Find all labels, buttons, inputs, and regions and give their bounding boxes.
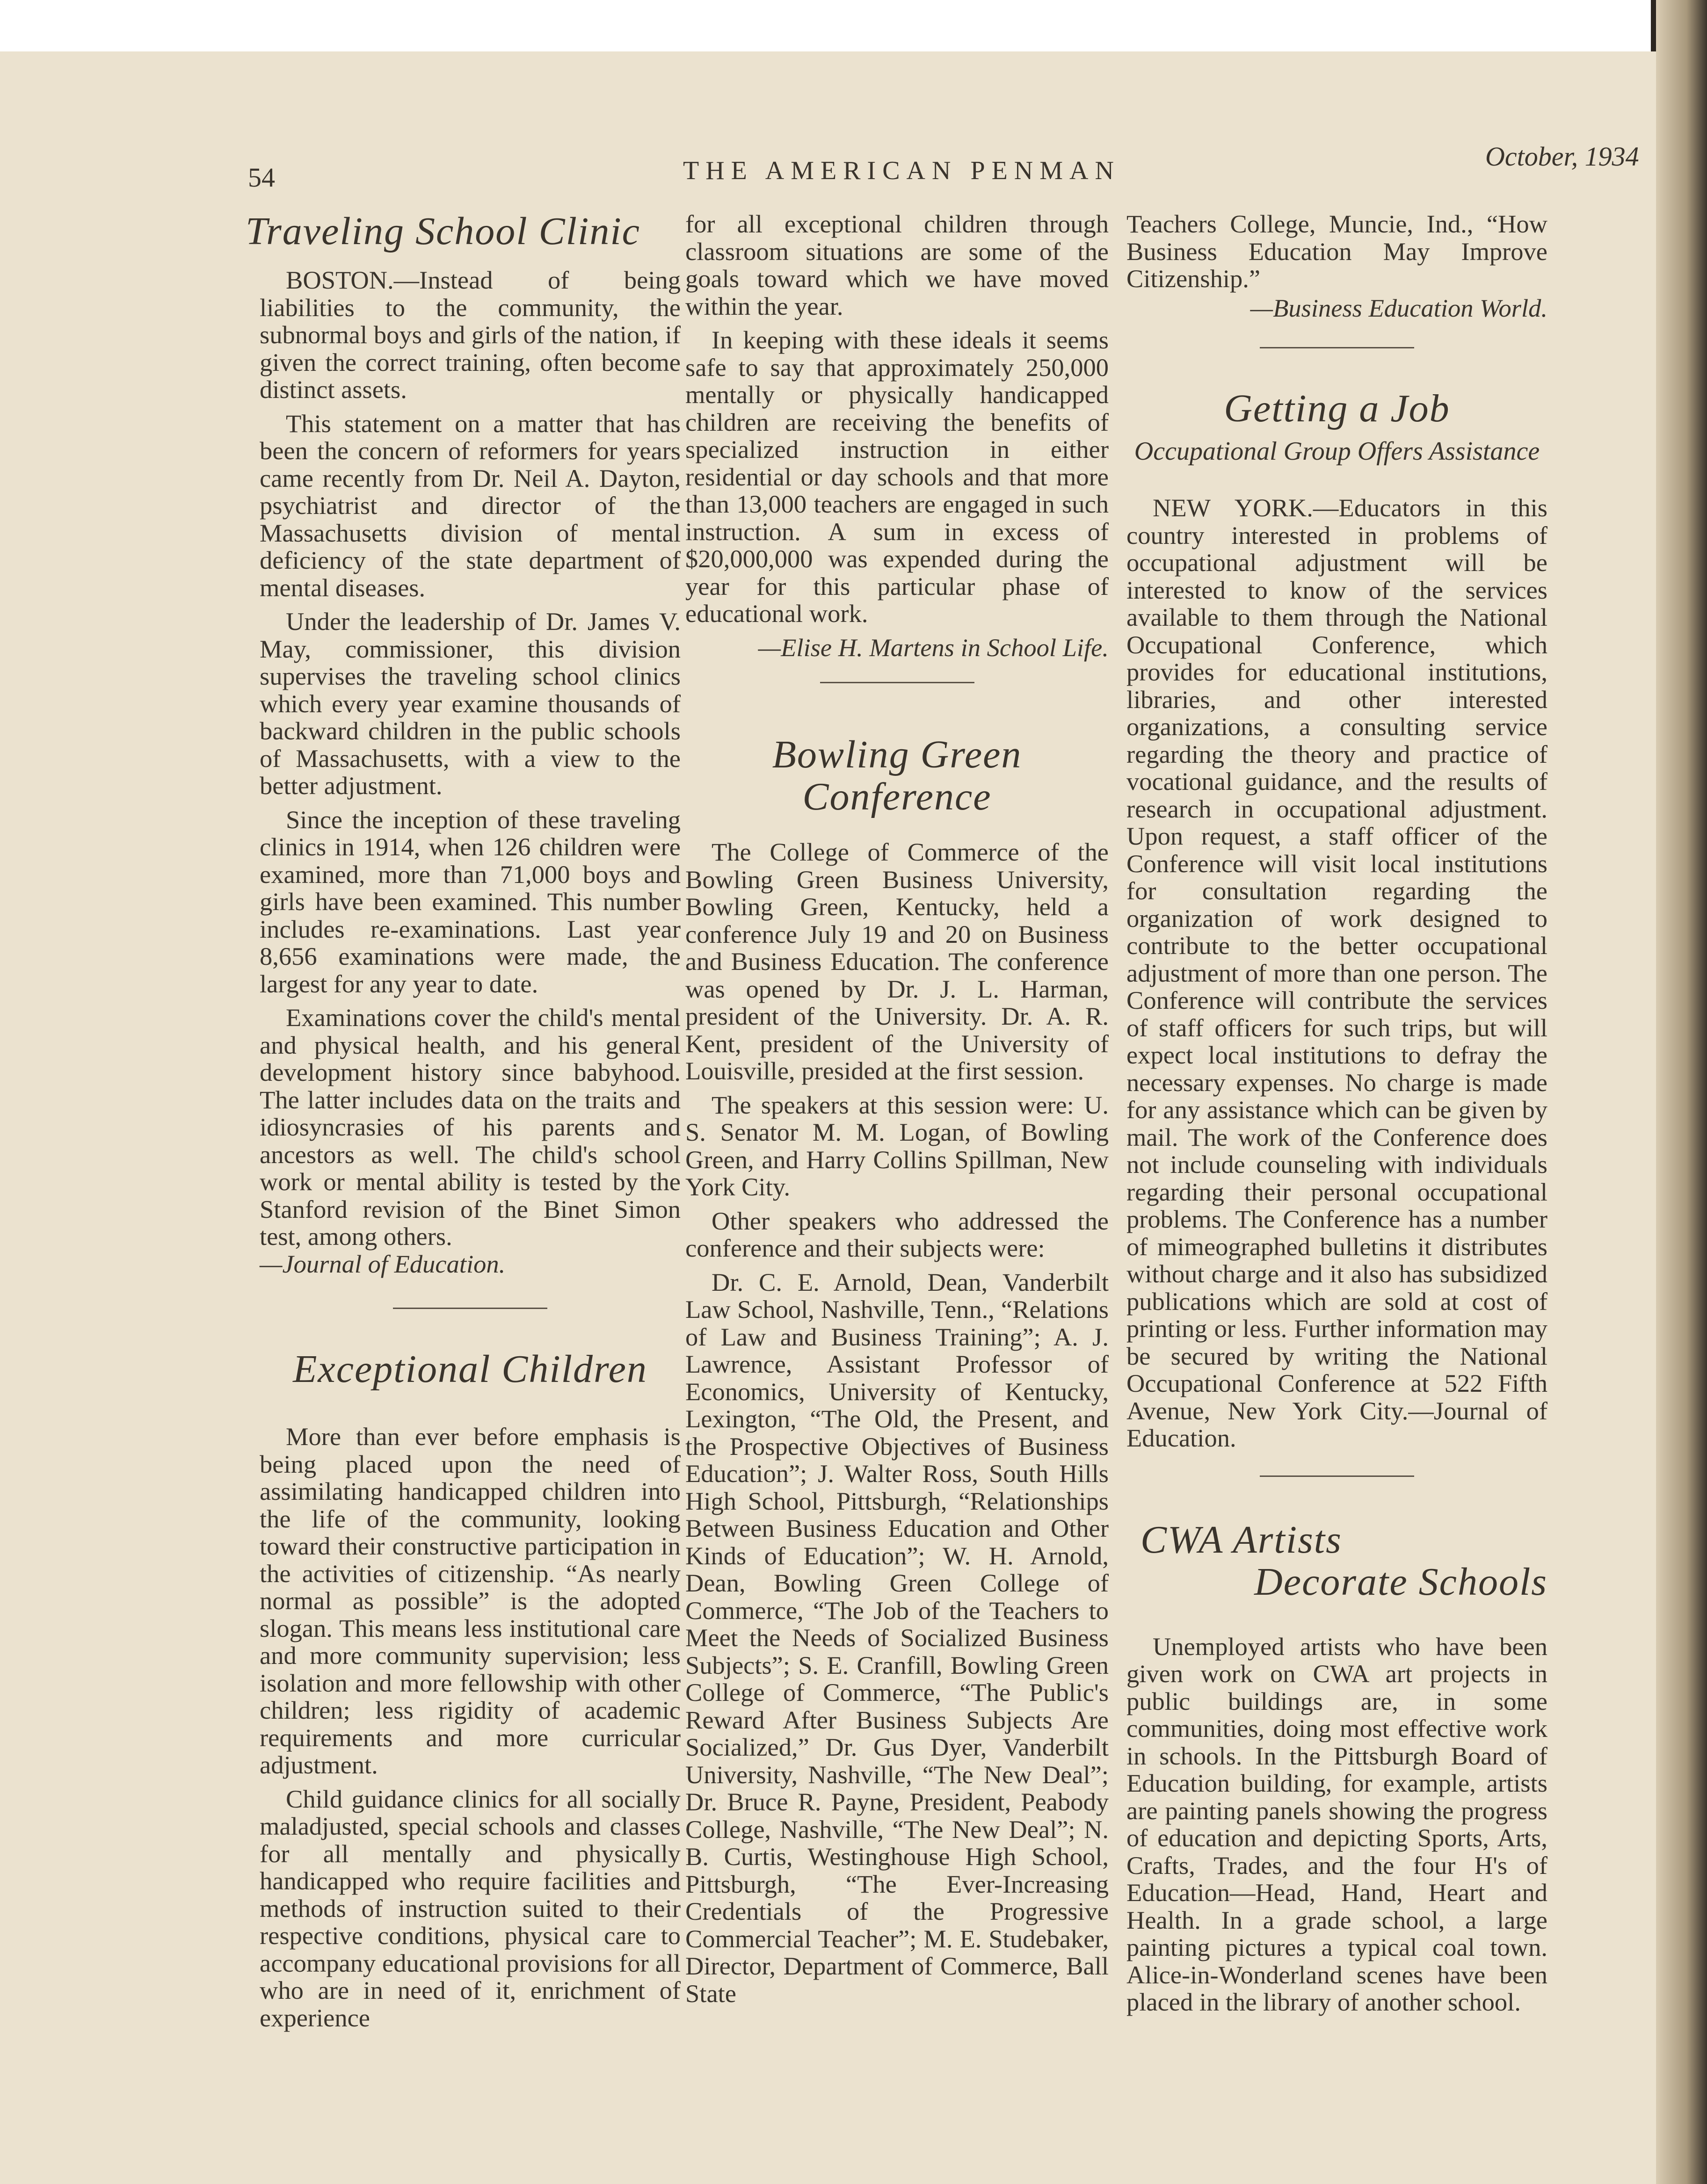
- page-number: 54: [248, 162, 275, 193]
- article-title-cwa-artists-line2: Decorate Schools: [1254, 1560, 1547, 1604]
- source-credit: —Business Education World.: [1250, 293, 1547, 322]
- article-title-getting-a-job: Getting a Job: [1224, 387, 1450, 430]
- section-divider: [820, 682, 974, 683]
- source-credit: —Journal of Education.: [260, 1249, 506, 1278]
- section-divider: [1260, 1475, 1414, 1477]
- paragraph: Unemployed artists who have been given work on CWA art projects in public buildings are, in some communities, doing most effective work in schools. In the Pittsburgh Board of Education building, for example, artists are painting panels showing the progress of education and depicting Sports, Arts, Crafts, Trades, and the four H's of Education—Head, Hand, Heart and Health. In a grade school, a large painting pictures a typical coal town. Alice-in-Wonderland scenes have been placed in the library of another school.: [1126, 1632, 1547, 2016]
- paragraph: The speakers at this session were: U. S. Senator M. M. Logan, of Bowling Green, and Harry Collins Spillman, New York City.: [685, 1090, 1109, 1201]
- journal-title: THE AMERICAN PENMAN: [683, 156, 1120, 185]
- article-title-bowling-green: Bowling Green: [772, 733, 1022, 776]
- article-title-exceptional-children: Exceptional Children: [293, 1347, 647, 1391]
- paragraph: Since the inception of these traveling clinics in 1914, when 126 children were examined, more than 71,000 boys and girls have been examined. This number includes re-examinations. Last year 8,656 examinations were made, the largest for any year to date.: [260, 805, 681, 998]
- paragraph: Other speakers who addressed the conference and their subjects were:: [685, 1206, 1109, 1262]
- article-title-traveling-clinic: Traveling School Clinic: [246, 210, 640, 253]
- column-3: [1126, 210, 1547, 2016]
- paragraph: Examinations cover the child's mental and physical health, and his general development history since babyhood. The latter includes data on the traits and idiosyncrasies of his parents and ancestors as well. The child's school work or mental ability is tested by the Stanford revision of the Binet Simon test, among others.: [260, 1003, 681, 1251]
- paragraph: Under the leadership of Dr. James V. May, commissioner, this division supervises the traveling school clinics which every year examine thousands of backward children in the public schools of Massachusetts, with a view to the better adjustment.: [260, 607, 681, 800]
- section-divider: [393, 1308, 547, 1309]
- paragraph: Child guidance clinics for all socially maladjusted, special schools and classes for all mentally and physically handicapped who require facilities and methods of instruction suited to their respective conditions, physical care to accompany educational provisions for all who are in need of it, enrichment of experience: [260, 1784, 681, 2032]
- paragraph: In keeping with these ideals it seems safe to say that approximately 250,000 mentally or physically handicapped children are receiving the benefits of specialized instruction in either residential or day schools and that more than 13,000 teachers are engaged in such instruction. A sum in excess of $20,000,000 was expended during the year for this particular phase of educational work.: [685, 325, 1109, 628]
- column-2: [685, 210, 1109, 2007]
- paragraph: The College of Commerce of the Bowling Green Business University, Bowling Green, Kentucky, held a conference July 19 and 20 on Business and Business Education. The conference was opened by Dr. J. L. Harman, president of the University. Dr. A. R. Kent, president of the University of Louisville, presided at the first session.: [685, 838, 1109, 1085]
- paragraph: for all exceptional children through classroom situations are some of the goals toward which we have moved within the year.: [685, 210, 1109, 320]
- paragraph: NEW YORK.—Educators in this country interested in problems of occupational adjustment will be interested to know of the services available to them through the National Occupational Conference, which provides for educational institutions, libraries, and other interested organizations, a consulting service regarding the theory and practice of vocational guidance, and the results of research in occupational adjustment. Upon request, a staff officer of the Conference will visit local institutions for consultation regarding the organization of work designed to contribute to the better occupational adjustment of more than one person. The Conference will contribute the services of staff officers for such trips, but will expect local institutions to defray the necessary expenses. No charge is made for any assistance which can be given by mail. The work of the Conference does not include counseling with individuals regarding their personal occupational problems. The Conference has a number of mimeographed bulletins it distributes without charge and it also has subsidized publications which are sold at cost of printing or less. Further information may be secured by writing the National Occupational Conference at 522 Fifth Avenue, New York City.—Journal of Education.: [1126, 493, 1547, 1452]
- paragraph: BOSTON.—Instead of being liabilities to the community, the subnormal boys and girls of the nation, if given the correct training, often become distinct assets.: [260, 266, 681, 404]
- article-title-cwa-artists: CWA Artists: [1140, 1518, 1342, 1562]
- paragraph: Teachers College, Muncie, Ind., “How Business Education May Improve Citizenship.”: [1126, 210, 1547, 293]
- scan-top-margin: [0, 0, 1707, 51]
- issue-date: October, 1934: [1485, 141, 1639, 172]
- source-credit: —Elise H. Martens in School Life.: [758, 633, 1109, 662]
- paragraph: Dr. C. E. Arnold, Dean, Vanderbilt Law School, Nashville, Tenn., “Relations of Law and Business Training”; A. J. Lawrence, Assistant Professor of Economics, University of Kentucky, Lexington, “The Old, the Present, and the Prospective Objectives of Business Education”; J. Walter Ross, South Hills High School, Pittsburgh, “Relationships Between Business Education and Other Kinds of Education”; W. H. Arnold, Dean, Bowling Green College of Commerce, “The Job of the Teachers to Meet the Needs of Socialized Business Subjects”; S. E. Cranfill, Bowling Green College of Commerce, “The Public's Reward After Business Subjects Are Socialized,” Dr. Gus Dyer, Vanderbilt University, Nashville, “The New Deal”; Dr. Bruce R. Payne, President, Peabody College, Nashville, “The New Deal”; N. B. Curtis, Westinghouse High School, Pittsburgh, “The Ever-Increasing Credentials of the Progressive Commercial Teacher”; M. E. Studebaker, Director, Department of Commerce, Ball State: [685, 1267, 1109, 2008]
- column-1: [246, 210, 681, 2032]
- page-spine-shadow: [1656, 0, 1707, 2184]
- paragraph: More than ever before emphasis is being placed upon the need of assimilating handicapped children into the life of the community, looking toward their constructive participation in the activities of citizenship. “As nearly normal as possible” is the adopted slogan. This means less institutional care and more community supervision; less isolation and more fellowship with other children; less rigidity of academic requirements and more curricular adjustment.: [260, 1422, 681, 1779]
- article-subtitle: Occupational Group Offers Assistance: [1134, 437, 1540, 466]
- paragraph: This statement on a matter that has been the concern of reformers for years came recently from Dr. Neil A. Dayton, psychiatrist and director of the Massachusetts division of mental deficiency of the state department of mental diseases.: [260, 409, 681, 602]
- article-title-bowling-green-line2: Conference: [802, 775, 992, 818]
- section-divider: [1260, 347, 1414, 348]
